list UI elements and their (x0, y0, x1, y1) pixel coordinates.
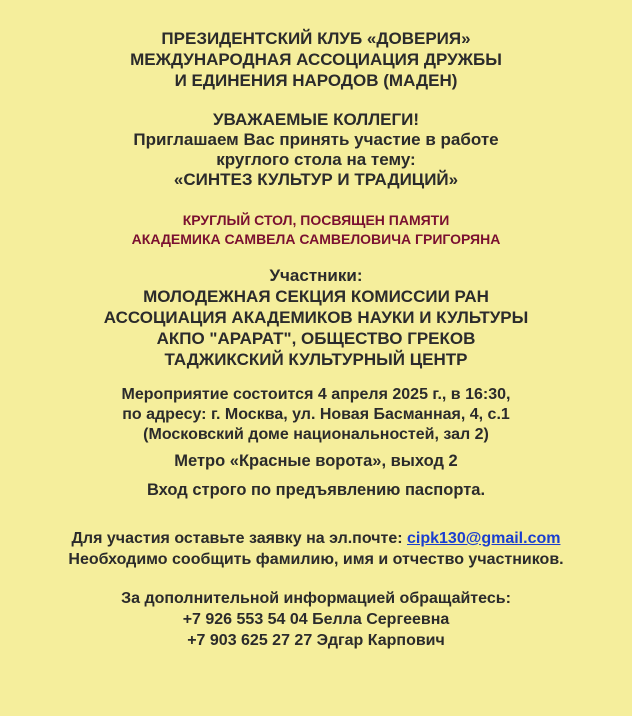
organizer-line-1: ПРЕЗИДЕНТСКИЙ КЛУБ «ДОВЕРИЯ» (161, 29, 471, 48)
participant-item: АССОЦИАЦИЯ АКАДЕМИКОВ НАУКИ И КУЛЬТУРЫ (103, 308, 529, 327)
event-venue: (Московский доме национальностей, зал 2) (143, 426, 489, 443)
registration-note: Необходимо сообщить фамилию, имя и отчество участников. (68, 551, 564, 568)
passport-notice: Вход строго по предъявлению паспорта. (146, 481, 486, 499)
participant-item: МОЛОДЕЖНАЯ СЕКЦИЯ КОМИССИИ РАН (143, 287, 489, 306)
email-link[interactable]: cipk130@gmail.com (407, 530, 561, 547)
registration-line (0, 528, 632, 549)
contact-person: +7 903 625 27 27 Эдгар Карпович (187, 632, 445, 649)
organizer-line-3: И ЕДИНЕНИЯ НАРОДОВ (МАДЕН) (174, 71, 458, 90)
memorial-line-1: КРУГЛЫЙ СТОЛ, ПОСВЯЩЕН ПАМЯТИ (182, 212, 450, 228)
participant-item: ТАДЖИКСКИЙ КУЛЬТУРНЫЙ ЦЕНТР (164, 350, 468, 369)
contact-person: +7 926 553 54 04 Белла Сергеевна (182, 611, 450, 628)
invitation-line-1: Приглашаем Вас принять участие в работе (133, 130, 499, 149)
participants-block (0, 265, 632, 370)
invitation-block (0, 110, 632, 190)
event-date: Мероприятие состоится 4 апреля 2025 г., в 16:30, (121, 386, 511, 403)
greeting: УВАЖАЕМЫЕ КОЛЛЕГИ! (212, 110, 420, 129)
participant-item: АКПО "АРАРАТ", ОБЩЕСТВО ГРЕКОВ (156, 329, 476, 348)
memorial-dedication (0, 211, 632, 249)
organizer-header (0, 28, 632, 91)
event-details (0, 385, 632, 500)
participants-heading: Участники: (269, 266, 363, 285)
event-metro: Метро «Красные ворота», выход 2 (174, 452, 458, 470)
event-address: по адресу: г. Москва, ул. Новая Басманная, 4, с.1 (122, 406, 510, 423)
contacts-block (0, 588, 632, 651)
event-topic: «СИНТЕЗ КУЛЬТУР И ТРАДИЦИЙ» (173, 170, 459, 189)
memorial-line-2: АКАДЕМИКА САМВЕЛА САМВЕЛОВИЧА ГРИГОРЯНА (131, 231, 501, 247)
invitation-line-2: круглого стола на тему: (216, 150, 416, 169)
organizer-line-2: МЕЖДУНАРОДНАЯ АССОЦИАЦИЯ ДРУЖБЫ (130, 50, 502, 69)
registration-prefix: Для участия оставьте заявку на эл.почте: (71, 530, 408, 547)
contacts-heading: За дополнительной информацией обращайтесь: (121, 590, 511, 607)
registration-block (0, 528, 632, 570)
